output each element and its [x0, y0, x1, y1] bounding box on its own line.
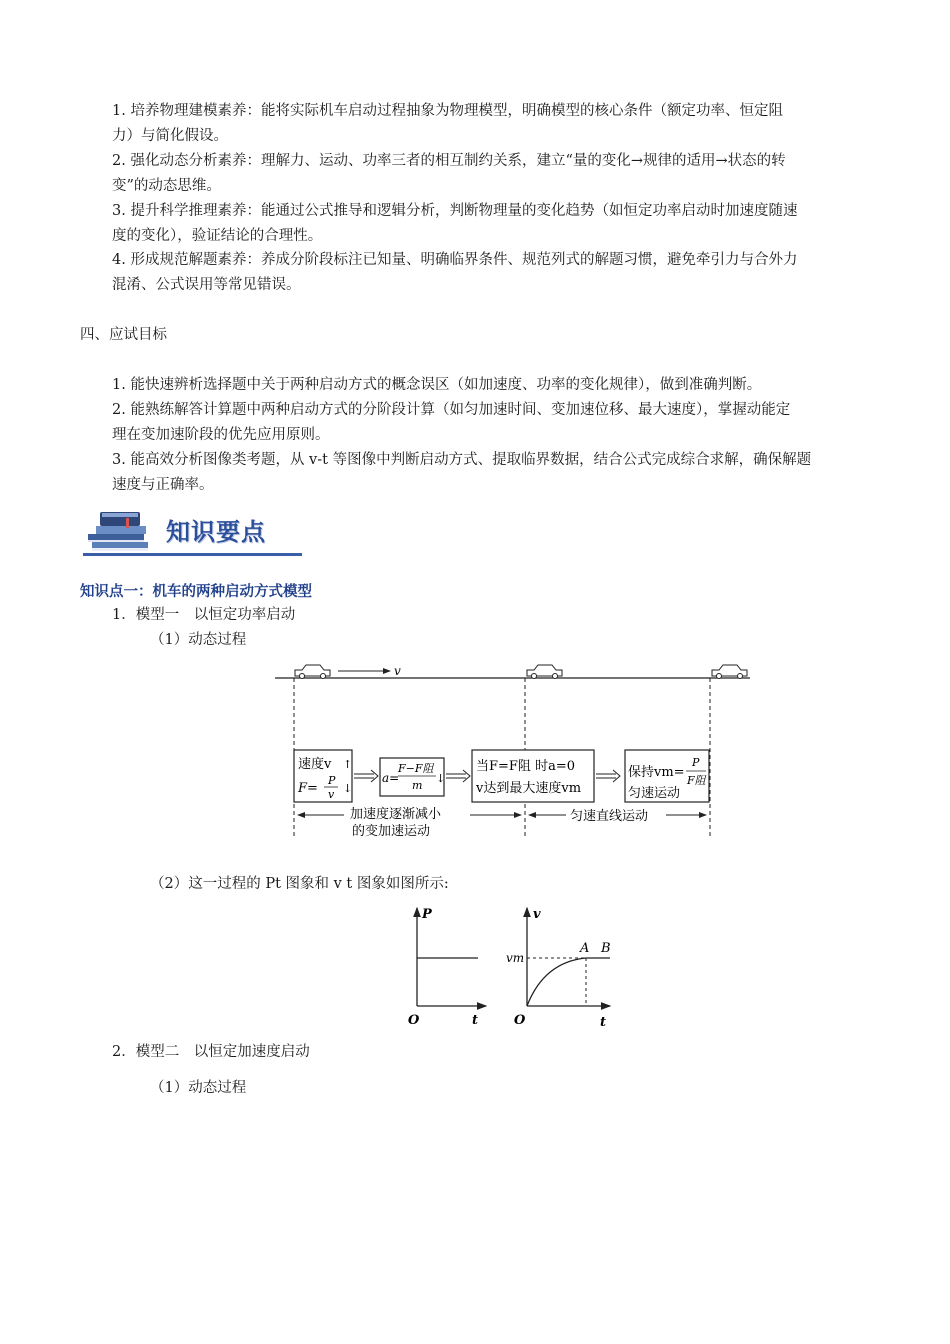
svg-text:↑: ↑ — [343, 758, 353, 771]
pt-origin: O — [408, 1013, 420, 1028]
svg-text:↓: ↓ — [436, 772, 446, 785]
v-curve — [527, 958, 586, 1006]
box2-a: a= — [382, 771, 400, 785]
vt-point-a: A — [580, 941, 590, 956]
model-1-heading: 1．模型一 以恒定功率启动 — [112, 607, 296, 623]
goal-item-2-line-2: 变”的动态思维。 — [112, 178, 221, 194]
goal-item-4-line-1: 4. 形成规范解题素养：养成分阶段标注已知量、明确临界条件、规范列式的解题习惯，避免牵引力与合外力 — [112, 252, 798, 268]
knowledge-point-1-title: 知识点一：机车的两种启动方式模型 — [80, 584, 312, 600]
model-1-sub-1: （1）动态过程 — [150, 632, 247, 648]
vt-x-label: t — [600, 1015, 607, 1030]
box1-F: F= — [298, 781, 318, 796]
exam-item-2-line-1: 2. 能熟练解答计算题中两种启动方式的分阶段计算（如匀加速时间、变加速位移、最大速度），掌握动能定 — [112, 402, 791, 418]
p-t-graph — [400, 902, 495, 1030]
goal-item-1-line-2: 力）与简化假设。 — [112, 128, 228, 144]
box3-line1: 当F=F阻 时a=0 — [476, 759, 575, 774]
phase2-label: 匀速直线运动 — [570, 809, 649, 824]
constant-power-flow-diagram — [270, 658, 760, 840]
model-2-heading: 2．模型二 以恒定加速度启动 — [112, 1044, 310, 1060]
box1-line1: 速度v — [298, 757, 332, 772]
exam-item-1-line-1: 1. 能快速辨析选择题中关于两种启动方式的概念误区（如加速度、功率的变化规律），做到准确判断。 — [112, 377, 762, 393]
pt-y-label: P — [422, 907, 432, 922]
v-t-graph — [502, 902, 622, 1030]
box4-P: P — [692, 756, 700, 769]
knowledge-banner — [78, 504, 302, 560]
box4-den: F阻 — [687, 774, 706, 787]
model-1-sub-2: （2）这一过程的 Pt 图象和 v t 图象如图所示: — [150, 876, 449, 892]
banner-title: 知识要点 — [166, 518, 266, 546]
phase1-line1: 加速度逐渐减小 — [350, 807, 442, 822]
box1-v: v — [328, 788, 335, 801]
vt-y-label: v — [533, 907, 541, 922]
box4-line2: 匀速运动 — [628, 786, 681, 801]
velocity-label: v — [394, 664, 401, 678]
phase1-line2: 的变加速运动 — [352, 824, 431, 839]
exam-item-2-line-2: 理在变加速阶段的优先应用原则。 — [112, 427, 330, 443]
pt-x-label: t — [472, 1013, 479, 1028]
box2-num: F−F阻 — [398, 762, 434, 775]
svg-text:↓: ↓ — [343, 782, 353, 795]
car-icon-1 — [295, 665, 330, 679]
vt-vm-label: vm — [506, 951, 525, 965]
goal-item-3-line-2: 度的变化），验证结论的合理性。 — [112, 228, 323, 244]
section-4-heading: 四、应试目标 — [80, 327, 167, 343]
vt-origin: O — [514, 1013, 526, 1028]
exam-item-3-line-1: 3. 能高效分析图像类考题，从 v-t 等图像中判断启动方式、提取临界数据，结合公式完成综合求解，确保解题 — [112, 452, 812, 468]
goal-item-3-line-1: 3. 提升科学推理素养：能通过公式推导和逻辑分析，判断物理量的变化趋势（如恒定功率启动时加速度随速 — [112, 203, 798, 219]
exam-item-3-line-2: 速度与正确率。 — [112, 477, 214, 493]
box2-den: m — [412, 779, 423, 792]
box4-line1: 保持vm= — [628, 765, 685, 780]
model-2-sub-1: （1）动态过程 — [150, 1080, 247, 1096]
goal-item-2-line-1: 2. 强化动态分析素养：理解力、运动、功率三者的相互制约关系，建立“量的变化→规律的适用→状态的转 — [112, 153, 786, 169]
box3-line2: v达到最大速度vm — [476, 781, 582, 796]
goal-item-1-line-1: 1. 培养物理建模素养：能将实际机车启动过程抽象为物理模型，明确模型的核心条件（额定功率、恒定阻 — [112, 103, 783, 119]
box1-P: P — [328, 774, 336, 787]
car-icon-2 — [527, 665, 562, 679]
goal-item-4-line-2: 混淆、公式误用等常见错误。 — [112, 277, 301, 293]
vt-point-b: B — [601, 941, 611, 956]
car-icon-3 — [712, 665, 747, 679]
